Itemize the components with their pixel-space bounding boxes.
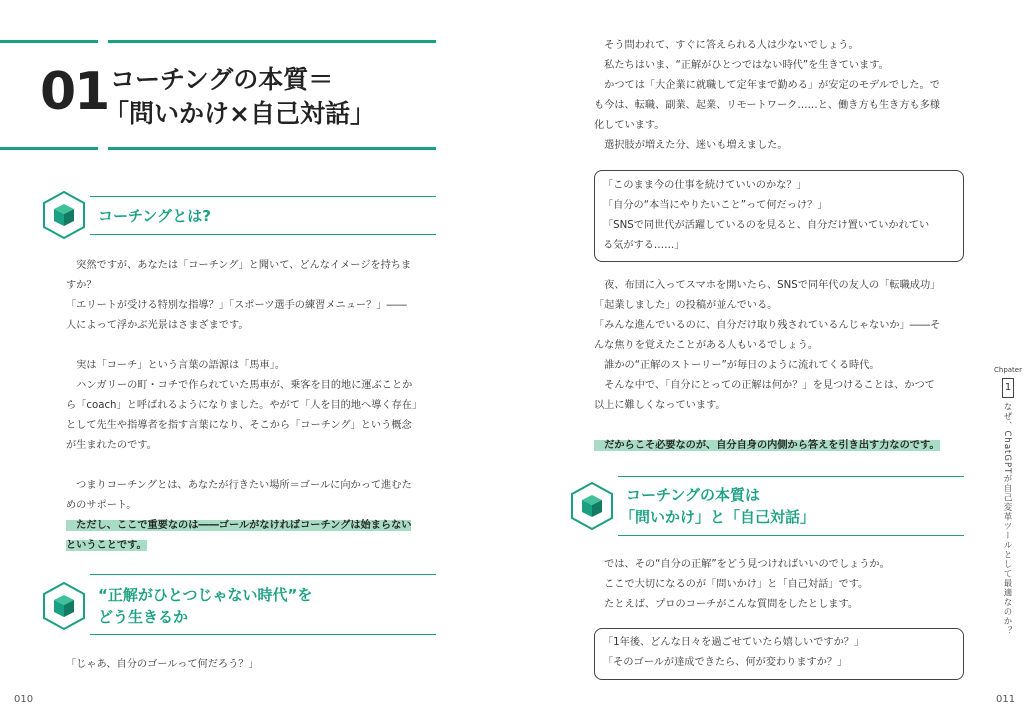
paragraph-line: かつては「大企業に就職して定年まで勤める」が安定のモデルでした。で (594, 80, 940, 91)
paragraph-line: 選択肢が増えた分、迷いも増えました。 (594, 140, 788, 151)
paragraph-line: ら「coach」と呼ばれるようになりました。やがて「人を目的地へ導く存在」 (66, 400, 423, 411)
paragraph-line: では、その“自分の正解”をどう見つければいいのでしょうか。 (594, 559, 890, 570)
paragraph-line: 実は「コーチ」という言葉の語源は「馬車」。 (66, 360, 286, 371)
quote-line: 「1年後、どんな日々を過ごせていたら嬉しいですか？」 (603, 637, 865, 648)
cube-hexagon-icon (41, 581, 87, 631)
chapter-label: Chpater (994, 366, 1022, 374)
section2-top-rule (90, 574, 436, 575)
chapter-bottom-rule-right (108, 147, 436, 150)
paragraph-line: 人によって浮かぶ光景はさまざまです。 (66, 320, 249, 331)
paragraph-line: めのサポート。 (66, 500, 137, 511)
page-number-right: 011 (996, 694, 1016, 705)
paragraph-line: 夜、布団に入ってスマホを開いたら、SNSで同年代の友人の「転職成功」 (594, 280, 941, 291)
quote-box-1 (594, 170, 964, 262)
chapter-vertical-title: なぜ、ChatGPTが自己変革ツールとして最適なのか？ (1002, 402, 1012, 636)
quote-line: 「そのゴールが達成できたら、何が変わりますか？」 (603, 657, 848, 668)
section1-bottom-rule (90, 234, 436, 235)
right-section-title-line2: 「問いかけ」と「自己対話」 (620, 508, 816, 526)
highlight-line: ただし、ここで重要なのは――ゴールがなければコーチングは始まらない (66, 520, 412, 531)
paragraph-line: 化しています。 (594, 120, 665, 131)
paragraph-line: ハンガリーの町・コチで作られていた馬車が、乗客を目的地に運ぶことか (66, 380, 413, 391)
paragraph-line: すか？ (66, 280, 97, 291)
right-section-top-rule (618, 476, 964, 477)
quote-line: 「SNSで同世代が活躍しているのを見ると、自分だけ置いていかれてい (603, 220, 930, 231)
quote-line: 「自分の“本当にやりたいこと”って何だっけ？」 (603, 200, 828, 211)
cube-hexagon-icon (41, 190, 87, 240)
paragraph-line: 「みんな進んでいるのに、自分だけ取り残されているんじゃないか」――そ (594, 320, 941, 331)
chapter-number: 01 (40, 62, 109, 122)
highlight-line: ということです。 (66, 540, 147, 551)
paragraph-line: 「起業しました」の投稿が並んでいる。 (594, 300, 778, 311)
quote-box-2 (594, 628, 964, 680)
page-number-left: 010 (14, 694, 34, 705)
paragraph-line: も今は、転職、副業、起業、リモートワーク……と、働き方も生き方も多様 (594, 100, 940, 111)
section2-title-line1: “正解がひとつじゃない時代”を (98, 586, 313, 604)
paragraph-line: そんな中で、「自分にとっての正解は何か？」を見つけることは、かつて (594, 380, 935, 391)
right-section-body (594, 555, 966, 615)
chapter-tab-number: 1 (1002, 378, 1014, 398)
chapter-top-rule-right (108, 40, 436, 43)
intro-body (594, 36, 966, 156)
quote-line: る気がする……」 (603, 240, 685, 251)
section1-title: コーチングとは? (98, 207, 211, 225)
chapter-title-line2: 「問いかけ×自己対話」 (104, 99, 375, 128)
paragraph-line: つまりコーチングとは、あなたが行きたい場所＝ゴールに向かって進むた (66, 480, 412, 491)
section2-first-line: 「じゃあ、自分のゴールって何だろう？」 (66, 659, 259, 670)
section1-top-rule (90, 196, 436, 197)
section2-bottom-rule (90, 634, 436, 635)
paragraph-line: が生まれたのです。 (66, 440, 157, 451)
chapter-top-rule-left (0, 40, 98, 43)
section2-title-line2: どう生きるか (98, 608, 189, 626)
section1-body (66, 256, 436, 556)
quote-line: 「このまま今の仕事を続けていいのかな？」 (603, 180, 807, 191)
paragraph-line: そう問われて、すぐに答えられる人は少ないでしょう。 (594, 40, 859, 51)
paragraph-line: 「エリートが受ける特別な指導？」「スポーツ選手の練習メニュー？」―― (66, 300, 407, 311)
chapter-bottom-rule-left (0, 147, 98, 150)
right-section-title-line1: コーチングの本質は (626, 486, 760, 504)
paragraph-line: ここで大切になるのが「問いかけ」と「自己対話」です。 (594, 579, 869, 590)
cube-hexagon-icon (569, 481, 615, 531)
right-section-bottom-rule (618, 535, 964, 536)
paragraph-line (66, 456, 436, 476)
highlight-line: だからこそ必要なのが、自分自身の内側から答えを引き出す力なのです。 (594, 440, 940, 451)
middle-body (594, 276, 966, 416)
paragraph-line: 突然ですが、あなたは「コーチング」と聞いて、どんなイメージを持ちま (66, 260, 412, 271)
paragraph-line: 以上に難しくなっています。 (594, 400, 726, 411)
paragraph-line: として先生や指導者を指す言葉になり、そこから「コーチング」という概念 (66, 420, 412, 431)
chapter-title-line1: コーチングの本質＝ (110, 65, 334, 94)
paragraph-line: たとえば、プロのコーチがこんな質問をしたとします。 (594, 599, 859, 610)
paragraph-line: 私たちはいま、“正解がひとつではない時代”を生きています。 (594, 60, 889, 71)
paragraph-line: 誰かの“正解のストーリー”が毎日のように流れてくる時代。 (594, 360, 880, 371)
paragraph-line (66, 336, 436, 356)
paragraph-line: んな焦りを覚えたことがある人もいるでしょう。 (594, 340, 819, 351)
